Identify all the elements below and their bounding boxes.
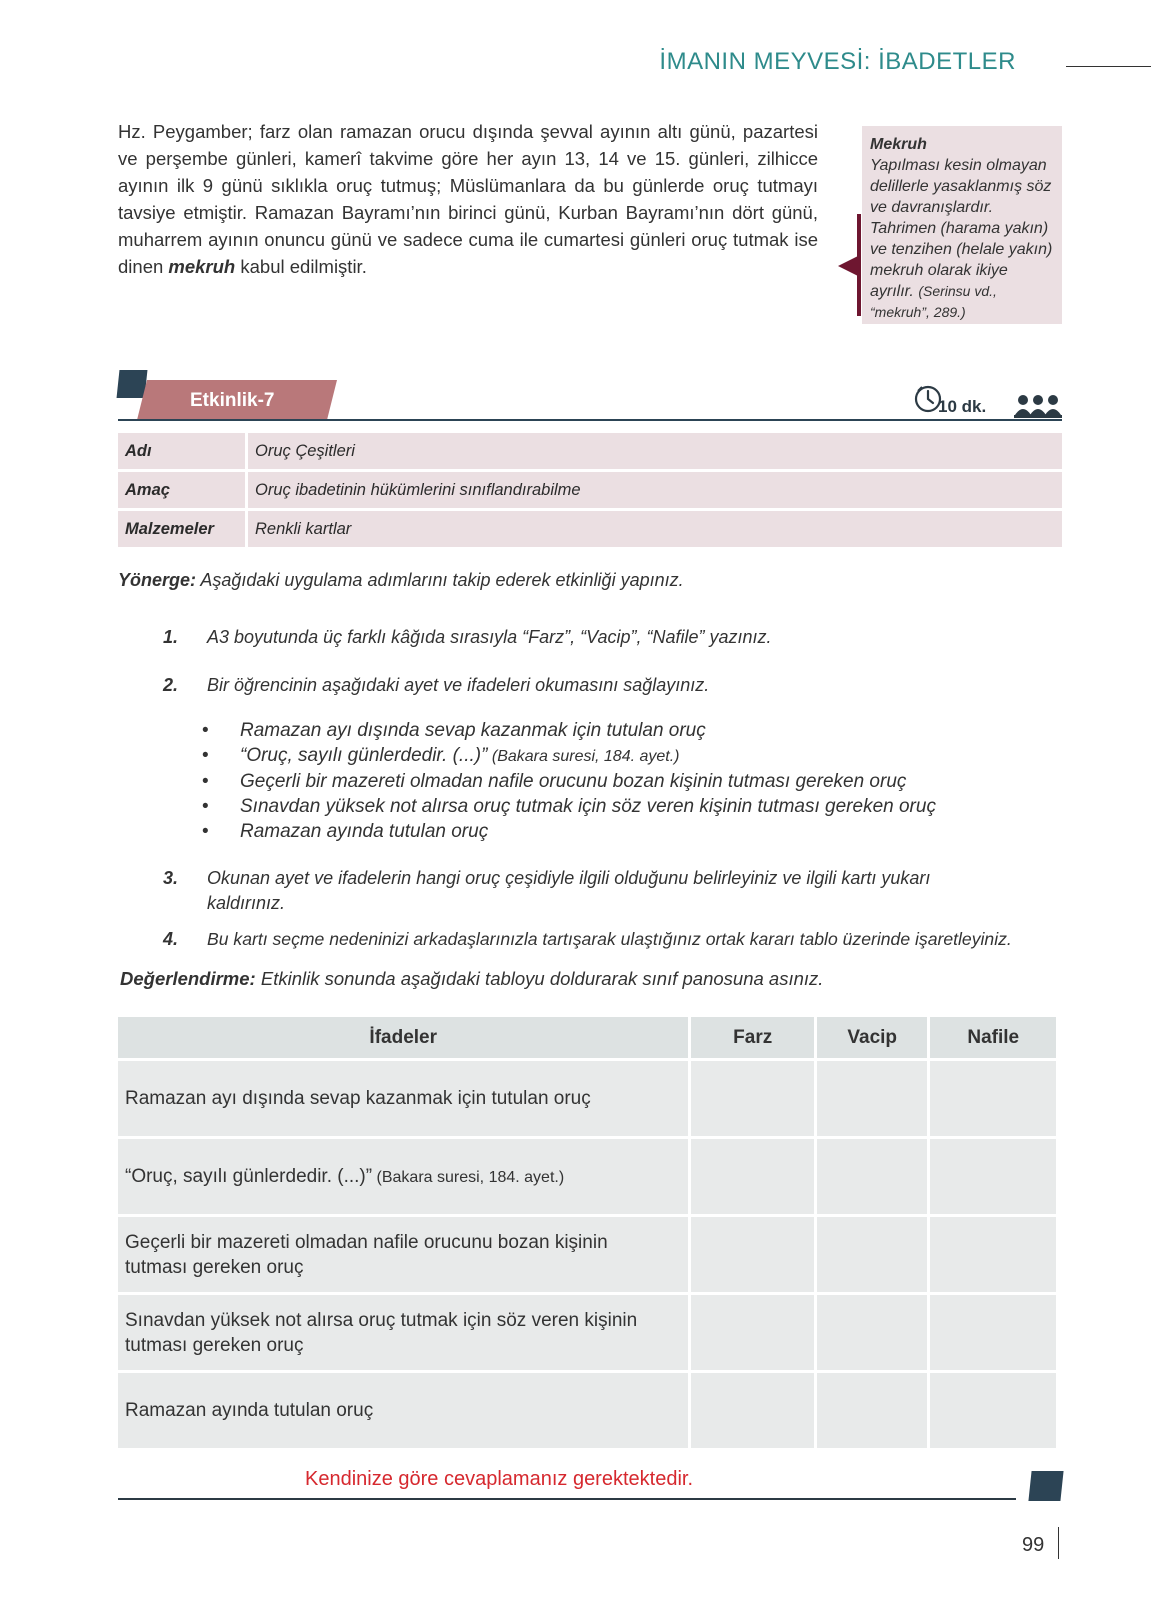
- header-rule: [1066, 66, 1151, 67]
- activity-info-table: [118, 430, 1062, 550]
- glossary-term: Mekruh: [870, 136, 927, 153]
- vacip-cell[interactable]: [817, 1217, 927, 1292]
- step-number: 3.: [163, 868, 179, 888]
- table-row: [118, 1139, 1056, 1214]
- farz-cell[interactable]: [691, 1295, 814, 1370]
- info-row: [118, 511, 1062, 547]
- sidebox-pointer-icon: [838, 256, 858, 276]
- list-item: [200, 819, 936, 844]
- statement-text-line1: Sınavdan yüksek not alırsa oruç tutmak için söz veren kişinin: [125, 1309, 638, 1331]
- statement-text-line2: tutması gereken oruç: [125, 1334, 304, 1356]
- info-value: Oruç ibadetinin hükümlerini sınıflandırabilme: [248, 472, 1062, 508]
- nafile-cell[interactable]: [930, 1217, 1056, 1292]
- info-row: [118, 433, 1062, 469]
- activity-duration: 10 dk.: [938, 397, 987, 416]
- vacip-cell[interactable]: [817, 1295, 927, 1370]
- evaluation-table: [115, 1014, 1059, 1451]
- vacip-cell[interactable]: [817, 1139, 927, 1214]
- farz-cell[interactable]: [691, 1061, 814, 1136]
- statement-text: “Oruç, sayılı günlerdedir. (...)”: [240, 745, 488, 766]
- footer-rule: [118, 1498, 1016, 1500]
- col-header-vacip: Vacip: [817, 1017, 927, 1058]
- table-row: [118, 1061, 1056, 1136]
- statement-text-line2: tutması gereken oruç: [125, 1256, 304, 1278]
- statement-list: [200, 718, 936, 844]
- statement-text: Geçerli bir mazereti olmadan nafile orucunu bozan kişinin tutması gereken oruç: [240, 771, 907, 792]
- sidebox-accent-bar: [857, 214, 861, 316]
- step-number: 2.: [163, 675, 179, 695]
- evaluation-label: Değerlendirme:: [120, 968, 256, 989]
- nafile-cell[interactable]: [930, 1061, 1056, 1136]
- statement-cell: [118, 1061, 688, 1136]
- page-number: 99: [1022, 1534, 1045, 1556]
- intro-text: Hz. Peygamber; farz olan ramazan orucu dışında şevval ayının altı günü, pazartesi ve perşembe günleri, kamerî takvime göre her ayın 13, 14 ve 15. günleri, zilhicce ayının ilk 9 günü sıklıkla oruç tutmuş; Müslümanlara da bu günlerde oruç tutmayı tavsiye etmiştir. Ramazan Bayramı’nın birinci günü, Kurban Bayramı’nın dört günü, muharrem ayının onuncu günü ve sadece cuma ile cumartesi günleri oruç tutmak ise dinen: [118, 121, 818, 277]
- table-row: [118, 1373, 1056, 1448]
- info-row: [118, 472, 1062, 508]
- col-header-nafile: Nafile: [930, 1017, 1056, 1058]
- statement-cell: [118, 1217, 688, 1292]
- step-text: Bir öğrencinin aşağıdaki ayet ve ifadeleri okumasını sağlayınız.: [207, 675, 710, 695]
- glossary-body: Yapılması kesin olmayan delillerle yasaklanmış söz ve davranışlardır. Tahrimen (harama yakın) ve tenzihen (helale yakın) mekruh olarak ikiye ayrılır.: [870, 157, 1053, 300]
- step-text-line1: Okunan ayet ve ifadelerin hangi oruç çeşidiyle ilgili olduğunu belirleyiniz ve ilgili kartı yukarı: [207, 868, 931, 888]
- statement-cell: [118, 1373, 688, 1448]
- info-value: Oruç Çeşitleri: [248, 433, 1062, 469]
- page-number-divider: [1058, 1527, 1059, 1559]
- nafile-cell[interactable]: [930, 1139, 1056, 1214]
- step-number: 4.: [163, 929, 179, 949]
- info-key: Amaç: [118, 472, 248, 508]
- farz-cell[interactable]: [691, 1139, 814, 1214]
- col-header-farz: Farz: [691, 1017, 814, 1058]
- farz-cell[interactable]: [691, 1373, 814, 1448]
- chapter-title: İMANIN MEYVESİ: İBADETLER: [659, 48, 1016, 75]
- statement-text: Ramazan ayı dışında sevap kazanmak için tutulan oruç: [240, 720, 706, 741]
- step-text-line2: kaldırınız.: [207, 893, 286, 913]
- activity-label: Etkinlik-7: [190, 390, 275, 411]
- table-row: [118, 1295, 1056, 1370]
- activity-rule: [118, 419, 1062, 421]
- glossary-sidebox: [862, 126, 1062, 324]
- step-text: A3 boyutunda üç farklı kâğıda sırasıyla “Farz”, “Vacip”, “Nafile” yazınız.: [207, 627, 772, 647]
- col-header-statements: İfadeler: [118, 1017, 688, 1058]
- statement-citation: (Bakara suresi, 184. ayet.): [487, 748, 680, 765]
- statement-citation: (Bakara suresi, 184. ayet.): [372, 1168, 565, 1186]
- answer-note: Kendinize göre cevaplamanız gerektektedir.: [305, 1468, 694, 1490]
- list-item: [200, 718, 936, 743]
- statement-cell: [118, 1295, 688, 1370]
- evaluation: [120, 968, 823, 990]
- table-header-row: [118, 1017, 1056, 1058]
- group-work-icon: [1014, 393, 1062, 419]
- statement-text: “Oruç, sayılı günlerdedir. (...)”: [125, 1165, 373, 1187]
- vacip-cell[interactable]: [817, 1373, 927, 1448]
- step-number: 1.: [163, 627, 179, 647]
- info-value: Renkli kartlar: [248, 511, 1062, 547]
- nafile-cell[interactable]: [930, 1373, 1056, 1448]
- statement-text-line1: Geçerli bir mazereti olmadan nafile orucunu bozan kişinin: [125, 1231, 608, 1253]
- intro-text-end: kabul edilmiştir.: [235, 256, 367, 277]
- statement-text: Ramazan ayı dışında sevap kazanmak için tutulan oruç: [125, 1088, 591, 1109]
- glossary-citation: (Serinsu vd., “mekruh”, 289.): [870, 283, 997, 320]
- intro-paragraph: [118, 118, 818, 280]
- evaluation-text: Etkinlik sonunda aşağıdaki tabloyu doldurarak sınıf panosuna asınız.: [255, 968, 824, 989]
- list-item: [200, 769, 936, 794]
- farz-cell[interactable]: [691, 1217, 814, 1292]
- list-item: [200, 794, 936, 819]
- nafile-cell[interactable]: [930, 1295, 1056, 1370]
- info-key: Malzemeler: [118, 511, 248, 547]
- statement-text: Ramazan ayında tutulan oruç: [240, 821, 489, 842]
- vacip-cell[interactable]: [817, 1061, 927, 1136]
- statement-cell: [118, 1139, 688, 1214]
- instruction: [118, 570, 684, 591]
- intro-term: mekruh: [168, 256, 236, 277]
- list-item: [200, 743, 936, 769]
- step-text: Bu kartı seçme nedeninizi arkadaşlarınızla tartışarak ulaştığınız ortak kararı tablo üzerinde işaretleyiniz.: [207, 929, 1012, 949]
- table-row: [118, 1217, 1056, 1292]
- statement-text: Ramazan ayında tutulan oruç: [125, 1400, 374, 1421]
- footer-square-marker: [1028, 1471, 1063, 1501]
- instruction-label: Yönerge:: [118, 570, 197, 590]
- statement-text: Sınavdan yüksek not alırsa oruç tutmak için söz veren kişinin tutması gereken oruç: [240, 796, 936, 817]
- instruction-text: Aşağıdaki uygulama adımlarını takip ederek etkinliği yapınız.: [196, 570, 684, 590]
- glossary-definition: [870, 155, 1054, 323]
- info-key: Adı: [118, 433, 248, 469]
